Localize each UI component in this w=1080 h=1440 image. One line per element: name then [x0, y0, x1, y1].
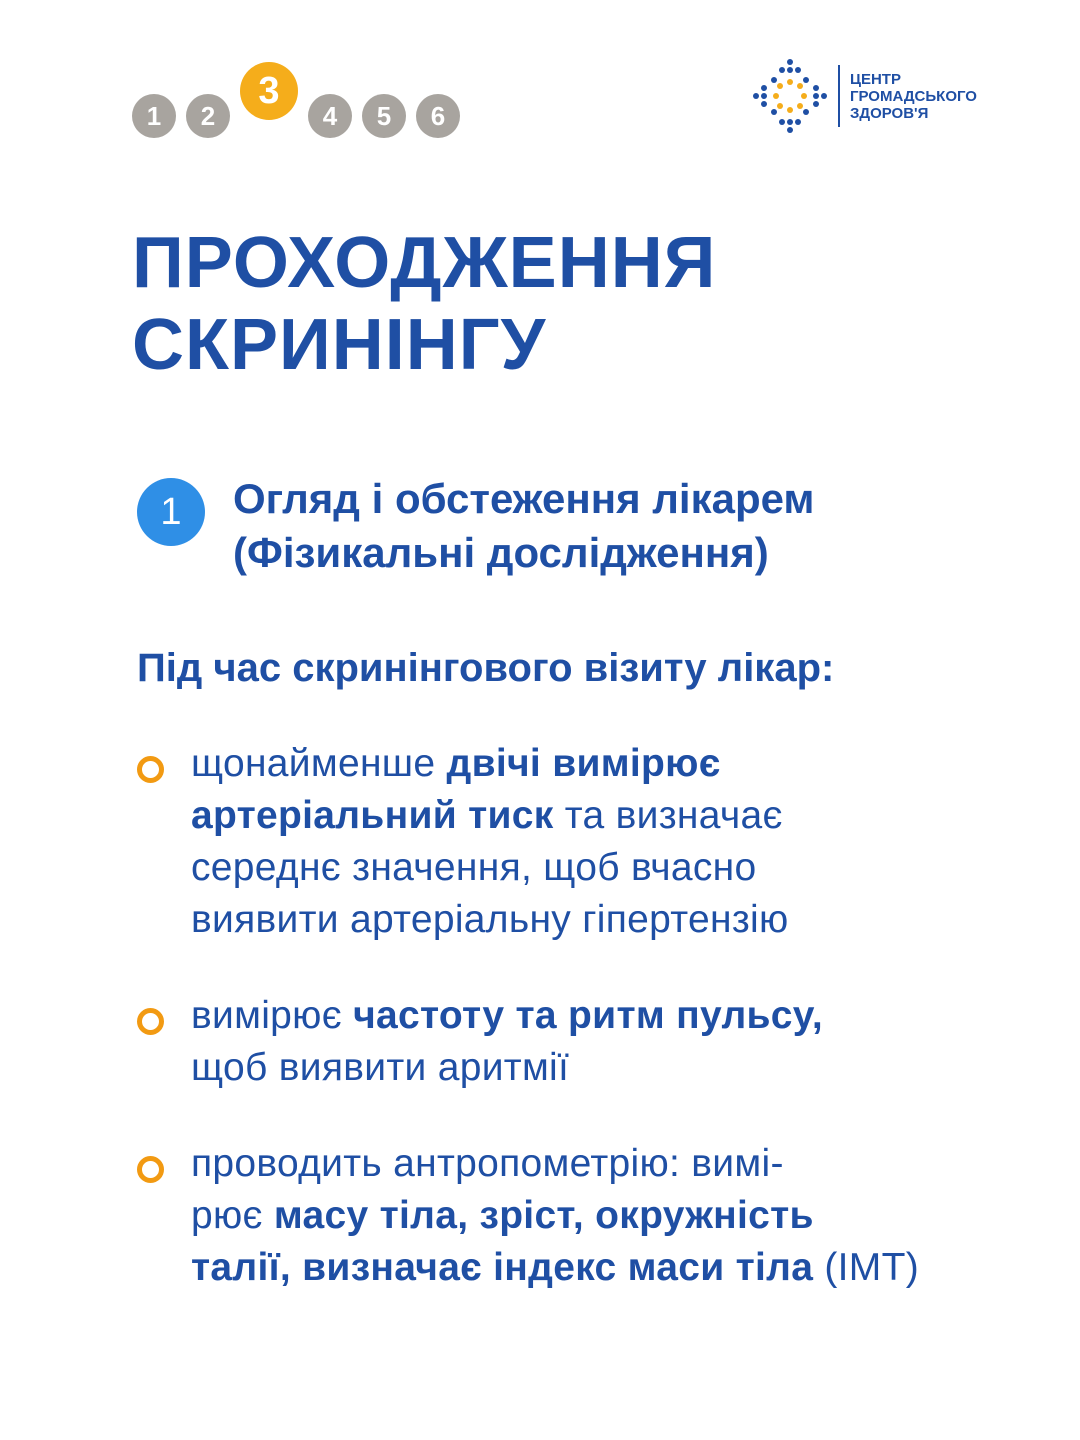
bullet-circle-icon [137, 756, 164, 783]
page-dot-3-active[interactable]: 3 [240, 62, 298, 120]
bullet-list [137, 738, 1037, 1338]
step-title [233, 472, 815, 580]
bullet-text [191, 1138, 919, 1294]
logo-line-1: ЦЕНТР [850, 70, 901, 88]
page-dot-4[interactable]: 4 [308, 94, 352, 138]
bullet-text [191, 990, 823, 1094]
page-title [132, 222, 716, 386]
logo-wordmark [850, 71, 977, 122]
list-item [137, 738, 1037, 946]
title-line-2: СКРИНІНГУ [132, 305, 547, 385]
bullet-1-emphasis: артеріальний тиск [191, 794, 554, 837]
bullet-1-text: виявити артеріальну гіпертензію [191, 898, 789, 941]
bullet-3-emphasis: масу тіла, зріст, окружність [273, 1194, 814, 1237]
bullet-1-text: щонайменше [191, 742, 447, 785]
bullet-circle-icon [137, 1156, 164, 1183]
step-title-line-2: (Фізикальні дослідження) [233, 529, 769, 576]
bullet-1-emphasis: двічі вимірює [446, 742, 721, 785]
logo-dots-icon [752, 58, 828, 134]
bullet-circle-icon [137, 1008, 164, 1035]
bullet-3-text: рює [191, 1194, 274, 1237]
bullet-1-text: середнє значення, щоб вчасно [191, 846, 757, 889]
list-item [137, 990, 1037, 1094]
bullet-3-text: (ІМТ) [813, 1246, 920, 1289]
page-dot-5[interactable]: 5 [362, 94, 406, 138]
bullet-3-emphasis: талії, визначає індекс маси тіла [191, 1246, 814, 1289]
page-indicator [132, 62, 460, 138]
bullet-2-text: щоб виявити аритмії [191, 1046, 570, 1089]
logo-line-3: ЗДОРОВ'Я [850, 104, 929, 122]
title-line-1: ПРОХОДЖЕННЯ [132, 223, 717, 303]
step-number-badge: 1 [137, 478, 205, 546]
step-title-line-1: Огляд і обстеження лікарем [233, 475, 815, 522]
bullet-text [191, 738, 789, 946]
bullet-2-emphasis: частоту та ритм пульсу, [353, 994, 823, 1037]
step-heading [137, 472, 815, 580]
logo-line-2: ГРОМАДСЬКОГО [850, 87, 977, 105]
page-dot-1[interactable]: 1 [132, 94, 176, 138]
page-dot-6[interactable]: 6 [416, 94, 460, 138]
bullet-3-text: проводить антропометрію: вимі- [191, 1142, 784, 1185]
bullet-1-text: та визначає [553, 794, 783, 837]
logo-divider [838, 65, 840, 127]
list-item [137, 1138, 1037, 1294]
organization-logo [752, 58, 977, 134]
page-dot-2[interactable]: 2 [186, 94, 230, 138]
bullet-2-text: вимірює [191, 994, 354, 1037]
section-lead: Під час скринінгового візиту лікар: [137, 646, 835, 690]
